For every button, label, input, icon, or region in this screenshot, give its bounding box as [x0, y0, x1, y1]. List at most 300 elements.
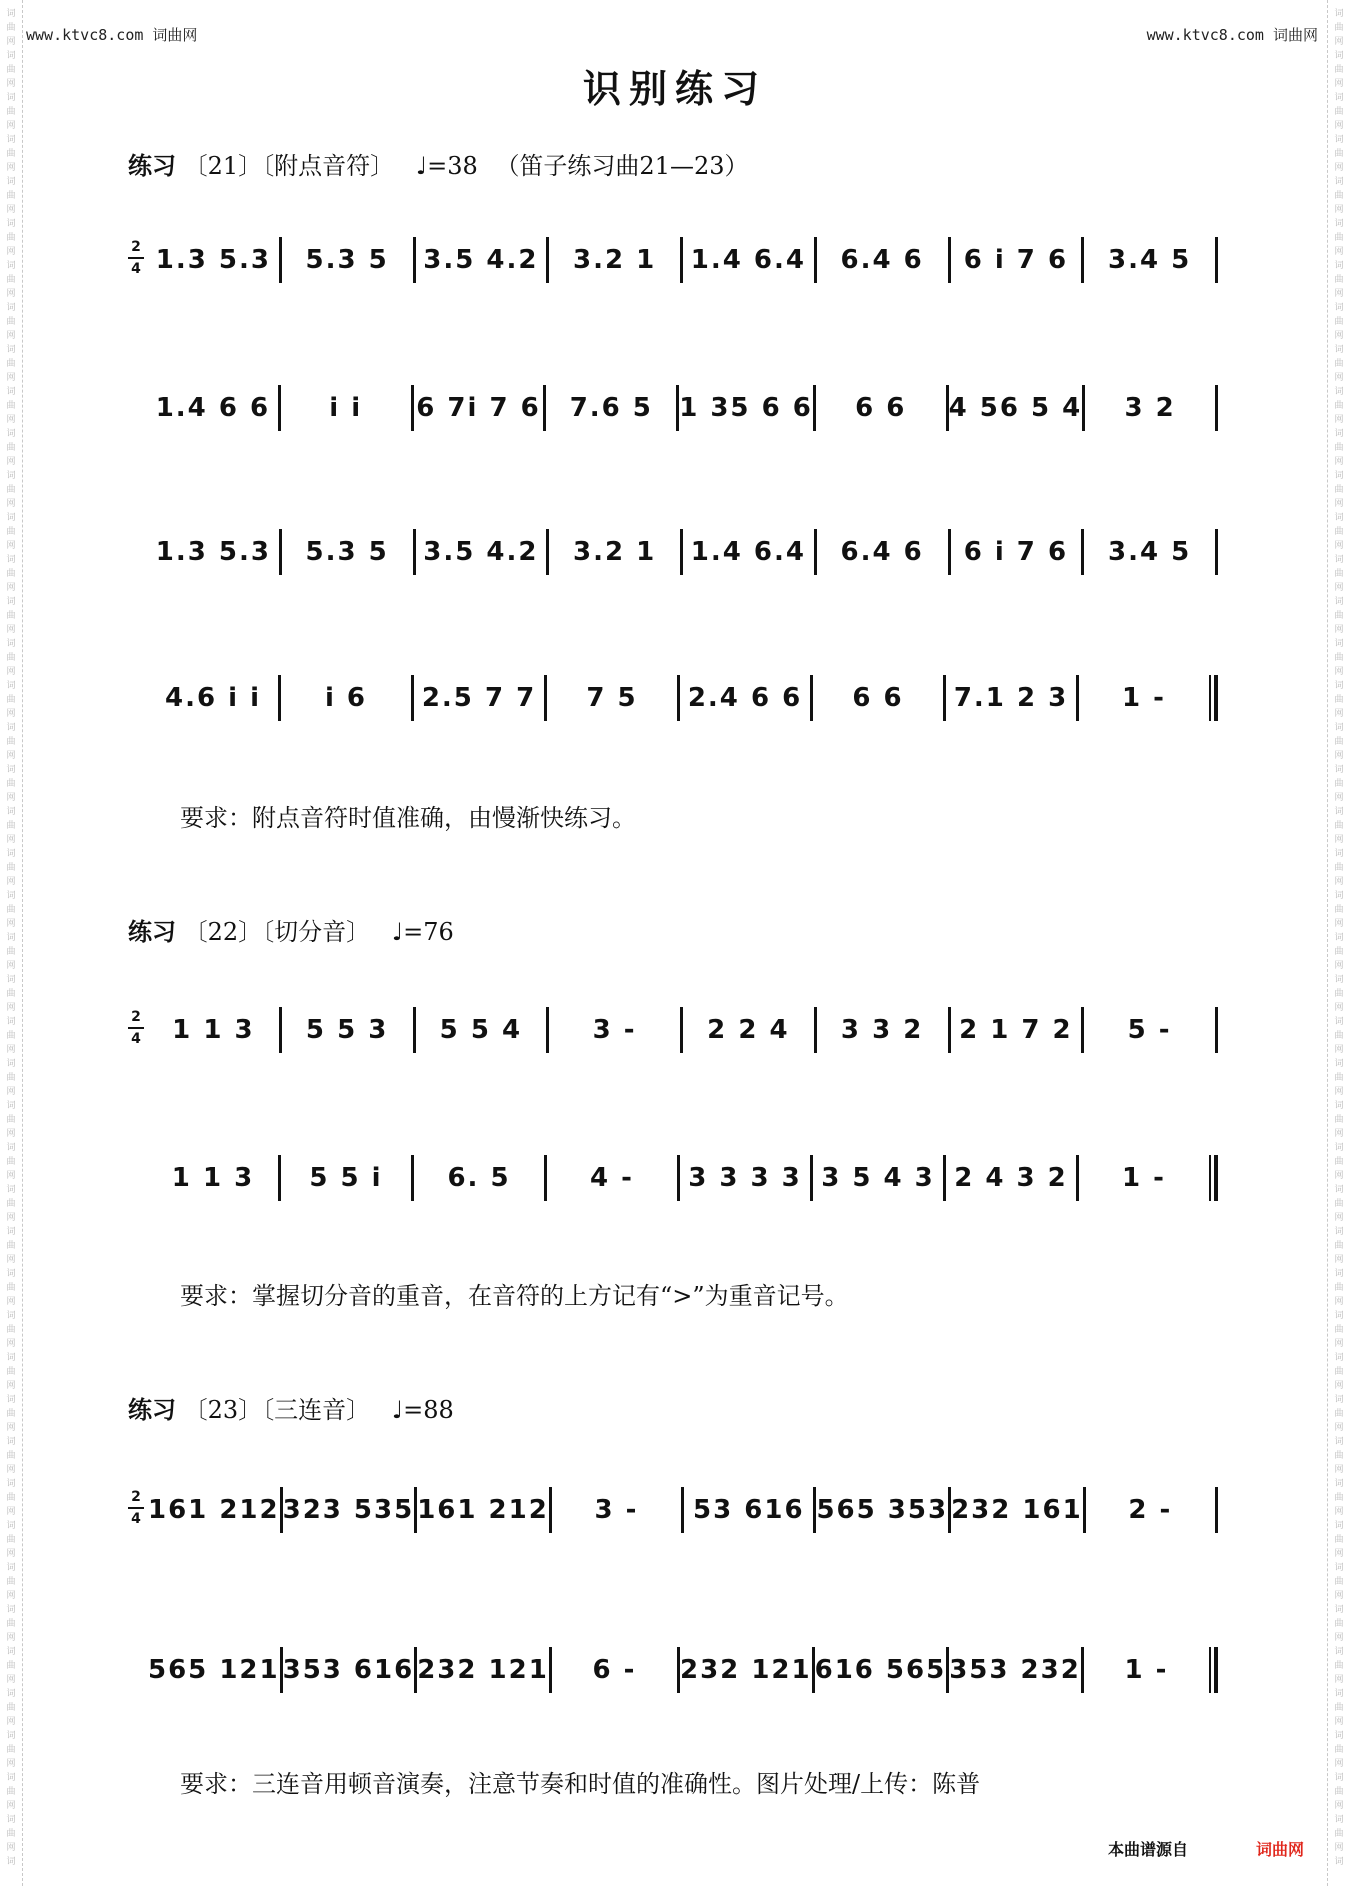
side-watermark-glyph: 曲	[6, 191, 16, 201]
side-watermark-glyph: 网	[6, 919, 16, 929]
side-watermark-glyph: 曲	[1334, 1535, 1344, 1545]
side-watermark-glyph: 曲	[6, 989, 16, 999]
side-watermark-glyph: 词	[1334, 1689, 1344, 1699]
side-watermark-glyph: 曲	[6, 1157, 16, 1167]
side-watermark-glyph: 网	[6, 1339, 16, 1349]
measure: 4 -	[590, 1163, 634, 1193]
time-signature-beats: 2	[131, 239, 141, 255]
side-watermark-glyph: 曲	[1334, 527, 1344, 537]
time-signature	[128, 1008, 144, 1048]
barline	[1215, 529, 1218, 575]
side-watermark-glyph: 曲	[1334, 905, 1344, 915]
side-watermark-glyph: 词	[1334, 849, 1344, 859]
side-watermark-glyph: 词	[1334, 1437, 1344, 1447]
side-watermark-glyph: 词	[1334, 1647, 1344, 1657]
side-watermark-glyph: 词	[6, 1101, 16, 1111]
measure: 232 161	[951, 1495, 1083, 1525]
exercise-label: 练习	[128, 1395, 176, 1424]
measure: 232 121	[417, 1655, 549, 1685]
side-watermark-glyph: 词	[6, 1731, 16, 1741]
side-watermark-glyph: 词	[6, 135, 16, 145]
side-watermark-glyph: 网	[1334, 1633, 1344, 1643]
time-signature-unit: 4	[131, 1511, 141, 1527]
measure: 565 353	[816, 1495, 949, 1525]
measure: 2.4 6 6	[687, 683, 803, 713]
side-watermark-glyph: 词	[1334, 1353, 1344, 1363]
side-watermark-glyph: 网	[1334, 415, 1344, 425]
side-watermark-glyph: 曲	[1334, 317, 1344, 327]
side-watermark-glyph: 曲	[6, 1073, 16, 1083]
side-watermark-glyph: 词	[1334, 1185, 1344, 1195]
side-watermark-glyph: 网	[1334, 1171, 1344, 1181]
side-watermark-glyph: 词	[6, 1647, 16, 1657]
exercise-number: 〔23〕	[183, 1396, 263, 1424]
time-signature-rule	[128, 1027, 144, 1029]
side-watermark-glyph: 词	[6, 1311, 16, 1321]
side-watermark-glyph: 词	[1334, 219, 1344, 229]
measure: 5 5 3	[305, 1015, 389, 1045]
side-watermark-glyph: 网	[1334, 1591, 1344, 1601]
tempo-mark: ♩=38	[415, 152, 478, 180]
side-watermark-glyph: 网	[6, 1087, 16, 1097]
side-watermark-glyph: 曲	[6, 1535, 16, 1545]
side-watermark-glyph: 词	[6, 1815, 16, 1825]
staff-notes	[148, 1640, 1218, 1700]
side-watermark-glyph: 词	[1334, 975, 1344, 985]
exercise-21-header	[128, 146, 749, 181]
side-watermark-glyph: 网	[6, 1297, 16, 1307]
side-watermark-glyph: 网	[6, 37, 16, 47]
side-watermark-glyph: 网	[6, 331, 16, 341]
staff-notes	[148, 1000, 1218, 1060]
side-watermark-glyph: 网	[1334, 1003, 1344, 1013]
side-watermark-glyph: 词	[1334, 513, 1344, 523]
staff-row	[128, 230, 1218, 290]
staff-row	[128, 1640, 1218, 1700]
side-watermark-glyph: 曲	[1334, 569, 1344, 579]
exercise-label: 练习	[128, 151, 176, 180]
exercise-23-header	[128, 1390, 454, 1425]
side-watermark-glyph: 曲	[6, 1241, 16, 1251]
staff-notes	[148, 378, 1218, 438]
side-watermark-glyph: 词	[6, 9, 16, 19]
barline	[1215, 385, 1218, 431]
side-watermark-glyph: 曲	[6, 1703, 16, 1713]
side-watermark-glyph: 曲	[6, 23, 16, 33]
side-watermark-glyph: 网	[1334, 1843, 1344, 1853]
side-watermark-glyph: 词	[6, 1227, 16, 1237]
side-watermark-glyph: 词	[1334, 1269, 1344, 1279]
side-watermark-glyph: 词	[1334, 1857, 1344, 1867]
side-watermark-glyph: 词	[6, 429, 16, 439]
side-watermark-glyph: 曲	[6, 401, 16, 411]
requirement-text: 要求：三连音用顿音演奏，注意节奏和时值的准确性。图片处理/上传：陈普	[180, 1770, 981, 1798]
barline	[1215, 1487, 1218, 1533]
side-watermark-glyph: 词	[1334, 1395, 1344, 1405]
side-watermark-glyph: 词	[1334, 1017, 1344, 1027]
side-watermark-glyph: 曲	[6, 863, 16, 873]
side-watermark-glyph: 曲	[1334, 863, 1344, 873]
side-watermark-glyph: 词	[1334, 1143, 1344, 1153]
staff-row	[128, 1000, 1218, 1060]
side-watermark-glyph: 词	[6, 891, 16, 901]
side-watermark-glyph: 词	[1334, 681, 1344, 691]
measure: 5 -	[1127, 1015, 1172, 1045]
measure: 161 212	[417, 1495, 549, 1525]
side-watermark-glyph: 曲	[1334, 1199, 1344, 1209]
side-watermark-glyph: 网	[1334, 541, 1344, 551]
measure: 323 535	[282, 1495, 415, 1525]
side-watermark-glyph: 词	[1334, 1563, 1344, 1573]
exercise-type: 〔三连音〕	[262, 1396, 371, 1424]
side-watermark-glyph: 曲	[6, 1409, 16, 1419]
side-watermark-glyph: 曲	[1334, 1577, 1344, 1587]
staff-row	[128, 1480, 1218, 1540]
side-watermark-glyph: 词	[1334, 1311, 1344, 1321]
side-watermark-glyph: 曲	[6, 1031, 16, 1041]
tempo-mark: ♩=76	[391, 918, 454, 946]
side-watermark-glyph: 网	[1334, 625, 1344, 635]
side-watermark-glyph: 网	[6, 1381, 16, 1391]
side-watermark-glyph: 曲	[6, 1829, 16, 1839]
side-watermark-glyph: 曲	[6, 611, 16, 621]
final-barline	[1209, 1647, 1218, 1693]
side-watermark-glyph: 网	[6, 1507, 16, 1517]
side-watermark-glyph: 词	[1334, 345, 1344, 355]
side-watermark-glyph: 网	[1334, 583, 1344, 593]
side-watermark-glyph: 网	[6, 1003, 16, 1013]
side-watermark-glyph: 曲	[1334, 359, 1344, 369]
measure: 6 6	[855, 393, 907, 423]
measure: 5.3 5	[305, 537, 389, 567]
side-watermark-glyph: 网	[1334, 1801, 1344, 1811]
measure: 7.1 2 3	[953, 683, 1069, 713]
side-watermark-glyph: 词	[6, 933, 16, 943]
side-watermark-glyph: 曲	[6, 695, 16, 705]
measure: 565 121	[148, 1655, 280, 1685]
measure: 6.4 6	[840, 537, 924, 567]
side-watermark-glyph: 网	[6, 499, 16, 509]
side-watermark-glyph: 词	[6, 1017, 16, 1027]
measure: 1.3 5.3	[155, 245, 271, 275]
side-watermark-glyph: 网	[1334, 1213, 1344, 1223]
measure: 3 -	[594, 1495, 639, 1525]
measure: 1 35 6 6	[679, 393, 813, 423]
measure: 7 5	[586, 683, 638, 713]
side-watermark-glyph: 网	[1334, 1675, 1344, 1685]
side-watermark-glyph: 网	[6, 1255, 16, 1265]
side-watermark-glyph: 网	[6, 79, 16, 89]
side-watermark-glyph: 词	[1334, 765, 1344, 775]
time-signature-beats: 2	[131, 1009, 141, 1025]
side-watermark-glyph: 曲	[1334, 275, 1344, 285]
side-watermark-glyph: 网	[6, 415, 16, 425]
side-watermark-glyph: 曲	[1334, 737, 1344, 747]
side-watermark-glyph: 网	[1334, 79, 1344, 89]
side-watermark-glyph: 曲	[1334, 443, 1344, 453]
side-watermark-glyph: 曲	[1334, 191, 1344, 201]
measure: 3 3 2	[840, 1015, 924, 1045]
side-watermark-glyph: 网	[1334, 331, 1344, 341]
measure: 5.3 5	[305, 245, 389, 275]
side-watermark-glyph: 词	[6, 51, 16, 61]
side-watermark-glyph: 网	[1334, 205, 1344, 215]
side-watermark-glyph: 词	[1334, 597, 1344, 607]
measure: 1 -	[1122, 1163, 1166, 1193]
side-watermark-glyph: 网	[6, 205, 16, 215]
measure: 3.4 5	[1108, 245, 1192, 275]
measure: 3 5 4 3	[821, 1163, 935, 1193]
measure: 2.5 7 7	[421, 683, 537, 713]
side-watermark-glyph: 曲	[6, 1745, 16, 1755]
staff-notes	[148, 668, 1218, 728]
side-watermark-glyph: 词	[1334, 1101, 1344, 1111]
side-watermark-glyph: 网	[1334, 1507, 1344, 1517]
staff-notes	[148, 1480, 1218, 1540]
side-watermark-glyph: 词	[6, 1395, 16, 1405]
side-watermark-glyph: 网	[1334, 751, 1344, 761]
time-signature	[128, 1488, 144, 1528]
watermark-right: www.ktvc8.com 词曲网	[1146, 26, 1318, 44]
side-watermark-glyph: 网	[6, 751, 16, 761]
side-watermark-glyph: 词	[6, 1563, 16, 1573]
side-watermark-glyph: 词	[6, 1185, 16, 1195]
measure: 6 7i 7 6	[416, 393, 541, 423]
side-watermark-glyph: 曲	[1334, 1115, 1344, 1125]
side-watermark-glyph: 网	[6, 961, 16, 971]
side-watermark-glyph: 词	[6, 1437, 16, 1447]
side-watermark-glyph: 曲	[6, 821, 16, 831]
exercise-number: 〔22〕	[183, 918, 263, 946]
measure: 353 232	[949, 1655, 1081, 1685]
side-watermark-glyph: 曲	[6, 905, 16, 915]
side-watermark-glyph: 网	[1334, 121, 1344, 131]
tempo-mark: ♩=88	[391, 1396, 454, 1424]
side-watermark-glyph: 曲	[1334, 1367, 1344, 1377]
side-watermark-glyph: 词	[1334, 135, 1344, 145]
side-watermark-glyph: 网	[6, 1129, 16, 1139]
side-watermark-glyph: 词	[1334, 93, 1344, 103]
exercise-number: 〔21〕	[183, 152, 263, 180]
measure: 1.3 5.3	[155, 537, 271, 567]
side-watermark-glyph: 网	[1334, 1045, 1344, 1055]
side-watermark-glyph: 曲	[6, 947, 16, 957]
side-watermark-glyph: 词	[1334, 1731, 1344, 1741]
side-watermark-glyph: 网	[1334, 709, 1344, 719]
side-watermark-glyph: 曲	[6, 1451, 16, 1461]
side-watermark-glyph: 曲	[1334, 1703, 1344, 1713]
measure: i 6	[324, 683, 368, 713]
left-watermark-strip	[0, 0, 23, 1886]
side-watermark-glyph: 网	[6, 1591, 16, 1601]
side-watermark-glyph: 词	[1334, 471, 1344, 481]
measure: 1 -	[1124, 1655, 1169, 1685]
measure: 2 1 7 2	[959, 1015, 1073, 1045]
side-watermark-glyph: 词	[1334, 1815, 1344, 1825]
side-watermark-glyph: 曲	[1334, 1283, 1344, 1293]
side-watermark-glyph: 词	[6, 303, 16, 313]
side-watermark-glyph: 词	[1334, 723, 1344, 733]
side-watermark-glyph: 曲	[1334, 1661, 1344, 1671]
side-watermark-glyph: 网	[1334, 289, 1344, 299]
side-watermark-glyph: 网	[6, 1759, 16, 1769]
side-watermark-glyph: 网	[1334, 1297, 1344, 1307]
staff-notes	[148, 230, 1218, 290]
side-watermark-glyph: 网	[1334, 961, 1344, 971]
measure: 3.5 4.2	[423, 537, 539, 567]
side-watermark-glyph: 网	[6, 835, 16, 845]
barline	[1215, 237, 1218, 283]
side-watermark-glyph: 曲	[1334, 1451, 1344, 1461]
side-watermark-glyph: 词	[6, 93, 16, 103]
side-watermark-glyph: 曲	[1334, 1787, 1344, 1797]
side-watermark-glyph: 曲	[6, 359, 16, 369]
side-watermark-glyph: 曲	[1334, 1031, 1344, 1041]
requirement-text: 要求：附点音符时值准确，由慢渐快练习。	[180, 804, 636, 832]
measure: 1 -	[1122, 683, 1166, 713]
measure: 3.2 1	[573, 245, 657, 275]
side-watermark-glyph: 曲	[1334, 1493, 1344, 1503]
side-watermark-glyph: 曲	[1334, 1829, 1344, 1839]
side-watermark-glyph: 词	[1334, 891, 1344, 901]
side-watermark-glyph: 词	[1334, 261, 1344, 271]
time-signature-beats: 2	[131, 1489, 141, 1505]
side-watermark-glyph: 网	[6, 1633, 16, 1643]
side-watermark-glyph: 词	[1334, 639, 1344, 649]
side-watermark-glyph: 词	[6, 387, 16, 397]
measure: 3 3 3 3	[688, 1163, 802, 1193]
side-watermark-glyph: 曲	[1334, 401, 1344, 411]
measure: 1 1 3	[172, 1015, 255, 1045]
measure: 616 565	[814, 1655, 947, 1685]
side-watermark-glyph: 词	[1334, 933, 1344, 943]
side-watermark-glyph: 词	[6, 975, 16, 985]
side-watermark-glyph: 曲	[6, 317, 16, 327]
side-watermark-glyph: 词	[6, 1689, 16, 1699]
measure: 1.4 6.4	[690, 537, 806, 567]
side-watermark-glyph: 词	[1334, 9, 1344, 19]
measure: 3.4 5	[1108, 537, 1192, 567]
side-watermark-glyph: 词	[6, 345, 16, 355]
side-watermark-glyph: 词	[6, 261, 16, 271]
side-watermark-glyph: 网	[6, 1717, 16, 1727]
source-site-link[interactable]: 词曲网	[1256, 1840, 1305, 1859]
side-watermark-glyph: 网	[6, 247, 16, 257]
side-watermark-glyph: 网	[1334, 1465, 1344, 1475]
side-watermark-glyph: 词	[6, 1605, 16, 1615]
side-watermark-glyph: 网	[6, 667, 16, 677]
measure: i i	[329, 393, 363, 423]
measure: 6 -	[592, 1655, 637, 1685]
side-watermark-glyph: 曲	[1334, 1409, 1344, 1419]
requirement-text: 要求：掌握切分音的重音，在音符的上方记有“>”为重音记号。	[180, 1282, 849, 1310]
staff-row	[128, 378, 1218, 438]
side-watermark-glyph: 曲	[6, 737, 16, 747]
page-title: 识别练习	[582, 66, 767, 111]
side-watermark-glyph: 词	[1334, 555, 1344, 565]
side-watermark-glyph: 网	[1334, 667, 1344, 677]
watermark-left: www.ktvc8.com 词曲网	[26, 26, 198, 44]
exercise-type: 〔附点音符〕	[262, 152, 395, 180]
side-watermark-glyph: 词	[6, 1857, 16, 1867]
side-watermark-glyph: 曲	[6, 1283, 16, 1293]
measure: 2 4 3 2	[954, 1163, 1068, 1193]
side-watermark-glyph: 网	[6, 583, 16, 593]
time-signature-unit: 4	[131, 1031, 141, 1047]
side-watermark-glyph: 网	[6, 1465, 16, 1475]
side-watermark-glyph: 曲	[6, 485, 16, 495]
measure: 1.4 6 6	[155, 393, 271, 423]
side-watermark-glyph: 曲	[1334, 1073, 1344, 1083]
side-watermark-glyph: 网	[6, 1843, 16, 1853]
side-watermark-glyph: 词	[1334, 1227, 1344, 1237]
side-watermark-glyph: 网	[6, 163, 16, 173]
side-watermark-glyph: 词	[6, 1353, 16, 1363]
side-watermark-glyph: 词	[6, 513, 16, 523]
exercise-label: 练习	[128, 917, 176, 946]
side-watermark-glyph: 曲	[6, 1325, 16, 1335]
time-signature-rule	[128, 1507, 144, 1509]
side-watermark-glyph: 曲	[1334, 1241, 1344, 1251]
time-signature-unit: 4	[131, 261, 141, 277]
side-watermark-glyph: 曲	[6, 527, 16, 537]
side-watermark-glyph: 网	[6, 541, 16, 551]
side-watermark-glyph: 曲	[1334, 65, 1344, 75]
side-watermark-glyph: 网	[6, 457, 16, 467]
side-watermark-glyph: 网	[6, 1675, 16, 1685]
side-watermark-glyph: 词	[6, 765, 16, 775]
side-watermark-glyph: 网	[6, 877, 16, 887]
side-watermark-glyph: 网	[1334, 1381, 1344, 1391]
measure: 3.2 1	[573, 537, 657, 567]
side-watermark-glyph: 词	[1334, 1773, 1344, 1783]
side-watermark-glyph: 曲	[1334, 1619, 1344, 1629]
exercise-note: （笛子练习曲21—23）	[495, 152, 749, 180]
side-watermark-glyph: 网	[1334, 247, 1344, 257]
side-watermark-glyph: 网	[6, 1171, 16, 1181]
side-watermark-glyph: 词	[6, 1521, 16, 1531]
staff-row	[128, 1148, 1218, 1208]
side-watermark-glyph: 网	[6, 1213, 16, 1223]
side-watermark-glyph: 网	[6, 1801, 16, 1811]
side-watermark-glyph: 曲	[1334, 653, 1344, 663]
side-watermark-glyph: 词	[6, 807, 16, 817]
side-watermark-glyph: 词	[6, 1059, 16, 1069]
measure: 7.6 5	[569, 393, 653, 423]
side-watermark-glyph: 词	[1334, 1521, 1344, 1531]
side-watermark-glyph: 网	[1334, 1717, 1344, 1727]
side-watermark-glyph: 曲	[6, 1199, 16, 1209]
side-watermark-glyph: 曲	[6, 779, 16, 789]
side-watermark-glyph: 词	[1334, 387, 1344, 397]
side-watermark-glyph: 网	[6, 793, 16, 803]
side-watermark-glyph: 网	[1334, 457, 1344, 467]
final-barline	[1209, 1155, 1218, 1201]
side-watermark-glyph: 曲	[1334, 1157, 1344, 1167]
side-watermark-glyph: 词	[1334, 807, 1344, 817]
side-watermark-glyph: 词	[6, 1269, 16, 1279]
side-watermark-glyph: 曲	[1334, 695, 1344, 705]
side-watermark-glyph: 网	[6, 1045, 16, 1055]
measure: 6 i 7 6	[963, 537, 1069, 567]
side-watermark-glyph: 曲	[1334, 233, 1344, 243]
measure: 1 1 3	[171, 1163, 255, 1193]
side-watermark-glyph: 网	[1334, 1129, 1344, 1139]
side-watermark-glyph: 曲	[1334, 947, 1344, 957]
side-watermark-glyph: 曲	[1334, 989, 1344, 999]
exercise-type: 〔切分音〕	[262, 918, 371, 946]
side-watermark-glyph: 词	[1334, 1059, 1344, 1069]
